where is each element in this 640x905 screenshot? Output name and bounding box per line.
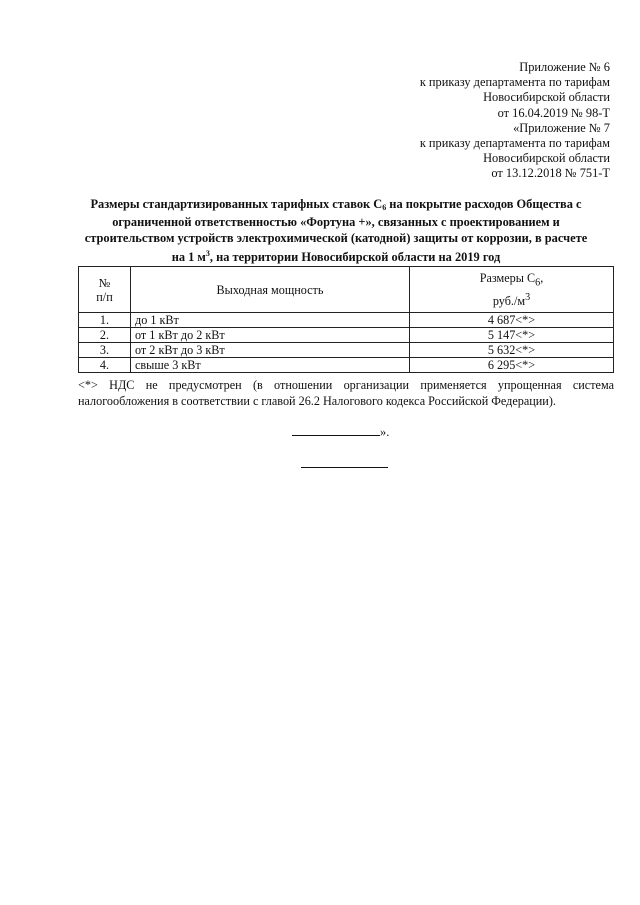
header-line: Новосибирской области: [483, 90, 610, 105]
col-header-size-comma: ,: [540, 271, 544, 286]
header-line: от 13.12.2018 № 751-Т: [491, 166, 610, 181]
col-header-size-line2: [414, 291, 609, 308]
tariff-table: [78, 266, 614, 373]
closing-line: [292, 425, 389, 440]
row-size: 6 295<*>: [410, 358, 614, 373]
row-number: 3.: [79, 343, 131, 358]
title-text-2: на покрытие расходов Общества с ограниченной ответственностью «Фортуна +», связанных с проектированием и строительством устройств электрохимической (катодной) защиты от коррозии, в расчете на 1 м: [84, 197, 588, 265]
row-power: от 2 кВт до 3 кВт: [131, 343, 410, 358]
col-header-number-line1: №: [98, 275, 111, 290]
row-number: 2.: [79, 328, 131, 343]
table-row: [79, 328, 614, 343]
row-size: 5 147<*>: [410, 328, 614, 343]
col-header-power: Выходная мощность: [131, 267, 410, 313]
col-header-size-text: Размеры С: [479, 271, 536, 286]
title-subscript: 6: [382, 203, 387, 212]
header-line: «Приложение № 7: [513, 120, 610, 135]
col-header-number: [79, 267, 131, 313]
row-size: 4 687<*>: [410, 313, 614, 328]
row-size: 5 632<*>: [410, 343, 614, 358]
appendix-header: [420, 60, 610, 182]
header-line: к приказу департамента по тарифам: [419, 75, 610, 90]
row-number: 4.: [79, 358, 131, 373]
header-line: к приказу департамента по тарифам: [419, 136, 610, 151]
col-header-size-unit: руб./м: [492, 293, 526, 308]
col-header-size-subscript: 6: [535, 277, 541, 289]
row-number: 1.: [79, 313, 131, 328]
document-title: [78, 197, 594, 266]
end-divider: [301, 467, 388, 468]
vat-footnote: <*> НДС не предусмотрен (в отношении организации применяется упрощенная система налогообложения в соответствии с главой 26.2 Налогового кодекса Российской Федерации).: [78, 378, 614, 408]
col-header-number-line2: п/п: [96, 289, 113, 304]
title-text-1: Размеры стандартизированных тарифных ставок С: [90, 197, 383, 211]
table-row: [79, 358, 614, 373]
col-header-size-line1: [414, 271, 609, 290]
table-header-row: [79, 267, 614, 313]
header-line: Новосибирской области: [483, 151, 610, 166]
title-text-3: , на территории Новосибирской области на 2019 год: [209, 250, 501, 265]
row-power: свыше 3 кВт: [131, 358, 410, 373]
table-row: [79, 313, 614, 328]
col-header-size: [410, 267, 614, 313]
row-power: до 1 кВт: [131, 313, 410, 328]
closing-underline: [292, 425, 380, 436]
closing-quote: ».: [380, 425, 390, 439]
row-power: от 1 кВт до 2 кВт: [131, 328, 410, 343]
col-header-size-superscript: 3: [525, 291, 531, 303]
header-line: от 16.04.2019 № 98-Т: [497, 105, 610, 120]
title-superscript: 3: [205, 249, 210, 259]
header-line: Приложение № 6: [519, 60, 610, 74]
table-row: [79, 343, 614, 358]
